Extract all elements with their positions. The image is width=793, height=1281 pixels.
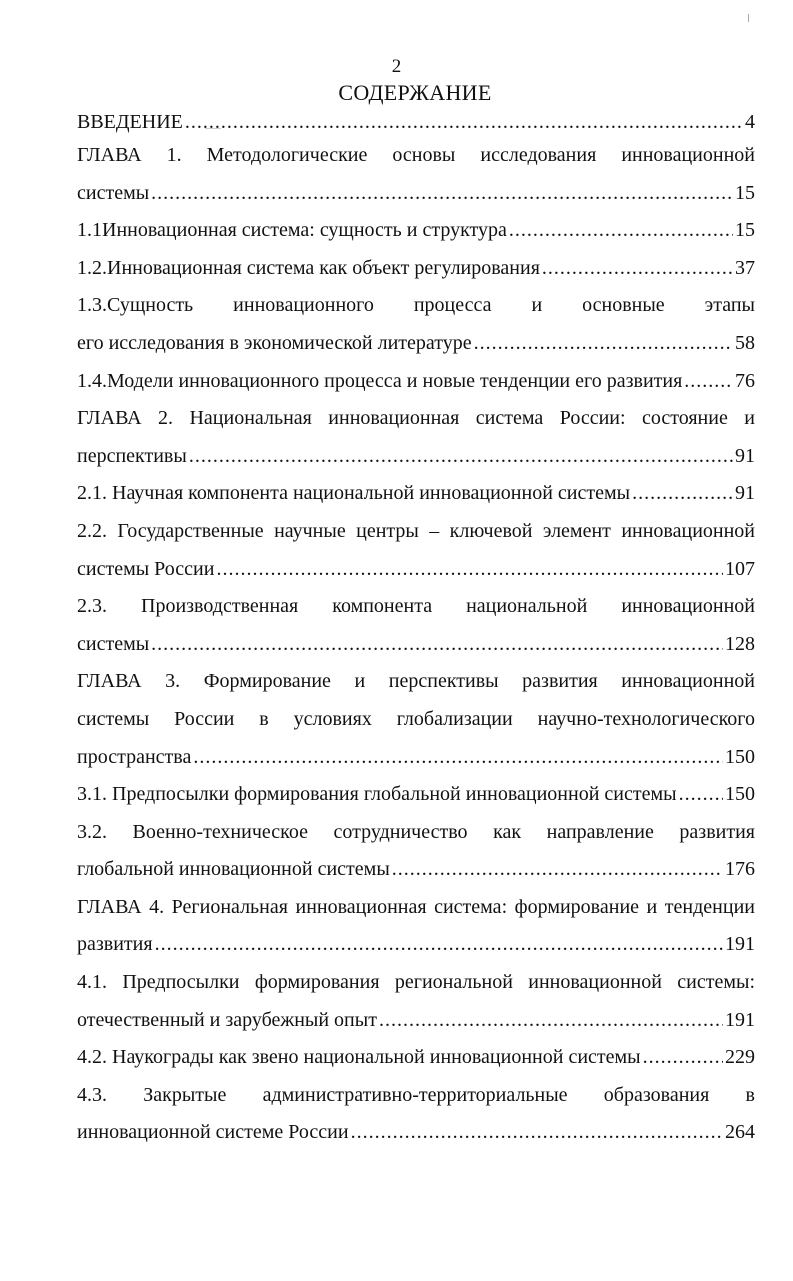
toc-line-text: 3.1. Предпосылки формирования глобальной инновационной системы bbox=[77, 783, 677, 806]
toc-entry-s3-1[interactable] bbox=[77, 776, 755, 814]
toc-page-number: 176 bbox=[725, 858, 755, 881]
toc-line bbox=[77, 438, 755, 476]
dot-leader bbox=[216, 551, 723, 589]
toc-line-text: 4.1. Предпосылки формирования региональной инновационной системы: bbox=[77, 971, 755, 994]
toc-line-text: ГЛАВА 1. Методологические основы исследования инновационной bbox=[77, 144, 755, 166]
toc-line-text: ГЛАВА 2. Национальная инновационная система России: состояние и bbox=[77, 407, 755, 430]
toc-entry-s2-1[interactable] bbox=[77, 475, 755, 513]
toc-line-text: системы bbox=[77, 181, 150, 204]
toc-line bbox=[77, 1039, 755, 1077]
page-title: СОДЕРЖАНИЕ bbox=[338, 80, 492, 105]
dot-leader bbox=[474, 325, 733, 363]
dot-leader bbox=[151, 175, 733, 213]
toc-line-text: отечественный и зарубежный опыт bbox=[77, 1008, 377, 1031]
dot-leader bbox=[185, 107, 743, 137]
dot-leader bbox=[189, 438, 733, 476]
toc-entry-ch4[interactable] bbox=[77, 889, 755, 964]
toc-line bbox=[77, 363, 755, 401]
dot-leader bbox=[351, 1114, 723, 1152]
page-number: 2 bbox=[391, 56, 402, 77]
toc-page-number: 191 bbox=[725, 933, 755, 956]
toc-entry-ch1[interactable] bbox=[77, 137, 755, 212]
toc-entry-intro[interactable] bbox=[77, 107, 755, 137]
dot-leader bbox=[193, 739, 723, 777]
toc-entry-s2-3[interactable] bbox=[77, 588, 755, 663]
toc-line bbox=[77, 551, 755, 589]
dot-leader bbox=[684, 363, 733, 401]
toc-line-text: 2.2. Государственные научные центры – ключевой элемент инновационной bbox=[77, 519, 755, 542]
toc-line-text: инновационной системе России bbox=[77, 1121, 349, 1144]
toc-page-number: 128 bbox=[725, 632, 755, 655]
toc-entry-s1-4[interactable] bbox=[77, 363, 755, 401]
toc-line bbox=[77, 212, 755, 250]
toc-line bbox=[77, 626, 755, 664]
toc-entry-s4-1[interactable] bbox=[77, 964, 755, 1039]
toc-line-text: системы России bbox=[77, 557, 215, 580]
toc-line-text: 2.1. Научная компонента национальной инновационной системы bbox=[77, 482, 631, 505]
toc-line-text: 4.3. Закрытые административно-территориальные образования в bbox=[77, 1083, 755, 1106]
toc-line-text: 2.3. Производственная компонента национальной инновационной bbox=[77, 595, 755, 618]
toc-entry-s3-2[interactable] bbox=[77, 814, 755, 889]
dot-leader bbox=[542, 250, 733, 288]
toc-line-text: его исследования в экономической литературе bbox=[77, 331, 472, 354]
toc-line-text: системы России в условиях глобализации научно-технологического bbox=[77, 707, 755, 730]
toc-line bbox=[77, 1002, 755, 1040]
toc-page-number: 58 bbox=[735, 331, 755, 354]
toc-line-text: развития bbox=[77, 933, 153, 956]
toc-entry-s2-2[interactable] bbox=[77, 513, 755, 588]
toc-line-text: 3.2. Военно-техническое сотрудничество как направление развития bbox=[77, 820, 755, 843]
toc-line-text: 4.2. Наукограды как звено национальной инновационной системы bbox=[77, 1046, 641, 1069]
toc-line bbox=[77, 1114, 755, 1152]
toc-entry-s1-3[interactable] bbox=[77, 287, 755, 362]
table-of-contents bbox=[77, 107, 755, 1152]
scan-mark bbox=[748, 14, 749, 22]
toc-line bbox=[77, 107, 755, 137]
toc-entry-s4-3[interactable] bbox=[77, 1077, 755, 1152]
toc-page-number: 229 bbox=[725, 1046, 755, 1069]
toc-line-text: ГЛАВА 3. Формирование и перспективы развития инновационной bbox=[77, 670, 755, 693]
dot-leader bbox=[632, 475, 733, 513]
dot-leader bbox=[679, 776, 723, 814]
toc-page-number: 15 bbox=[735, 181, 755, 204]
toc-page-number: 107 bbox=[725, 557, 755, 580]
toc-line-text: пространства bbox=[77, 745, 192, 768]
toc-line bbox=[77, 851, 755, 889]
toc-line bbox=[77, 739, 755, 777]
toc-line-text: 1.3.Сущность инновационного процесса и основные этапы bbox=[77, 294, 755, 317]
toc-page-number: 264 bbox=[725, 1121, 755, 1144]
toc-entry-ch2[interactable] bbox=[77, 400, 755, 475]
toc-line bbox=[77, 776, 755, 814]
toc-page-number: 150 bbox=[725, 745, 755, 768]
toc-page-number: 76 bbox=[735, 369, 755, 392]
toc-line-text: системы bbox=[77, 632, 150, 655]
toc-line-text: глобальной инновационной системы bbox=[77, 858, 390, 881]
toc-page-number: 37 bbox=[735, 256, 755, 279]
dot-leader bbox=[155, 926, 723, 964]
toc-page-number: 15 bbox=[735, 219, 755, 242]
toc-page-number: 4 bbox=[745, 111, 755, 133]
toc-line bbox=[77, 926, 755, 964]
toc-line bbox=[77, 325, 755, 363]
dot-leader bbox=[379, 1002, 723, 1040]
toc-line-text: 1.4.Модели инновационного процесса и новые тенденции его развития bbox=[77, 369, 683, 392]
toc-line-text: ГЛАВА 4. Региональная инновационная система: формирование и тенденции bbox=[77, 895, 755, 918]
toc-line-text: перспективы bbox=[77, 444, 187, 467]
toc-page-number: 91 bbox=[735, 444, 755, 467]
toc-entry-s4-2[interactable] bbox=[77, 1039, 755, 1077]
toc-entry-s1-1[interactable] bbox=[77, 212, 755, 250]
dot-leader bbox=[643, 1039, 723, 1077]
toc-line bbox=[77, 475, 755, 513]
toc-page-number: 91 bbox=[735, 482, 755, 505]
dot-leader bbox=[151, 626, 723, 664]
toc-page-number: 191 bbox=[725, 1008, 755, 1031]
toc-entry-ch3[interactable] bbox=[77, 663, 755, 776]
toc-line-text: 1.1Инновационная система: сущность и структура bbox=[77, 219, 507, 242]
toc-entry-s1-2[interactable] bbox=[77, 250, 755, 288]
dot-leader bbox=[509, 212, 733, 250]
toc-line-text: ВВЕДЕНИЕ bbox=[77, 111, 183, 133]
dot-leader bbox=[392, 851, 723, 889]
toc-line-text: 1.2.Инновационная система как объект регулирования bbox=[77, 256, 540, 279]
toc-line bbox=[77, 175, 755, 213]
toc-line bbox=[77, 250, 755, 288]
toc-page-number: 150 bbox=[725, 783, 755, 806]
